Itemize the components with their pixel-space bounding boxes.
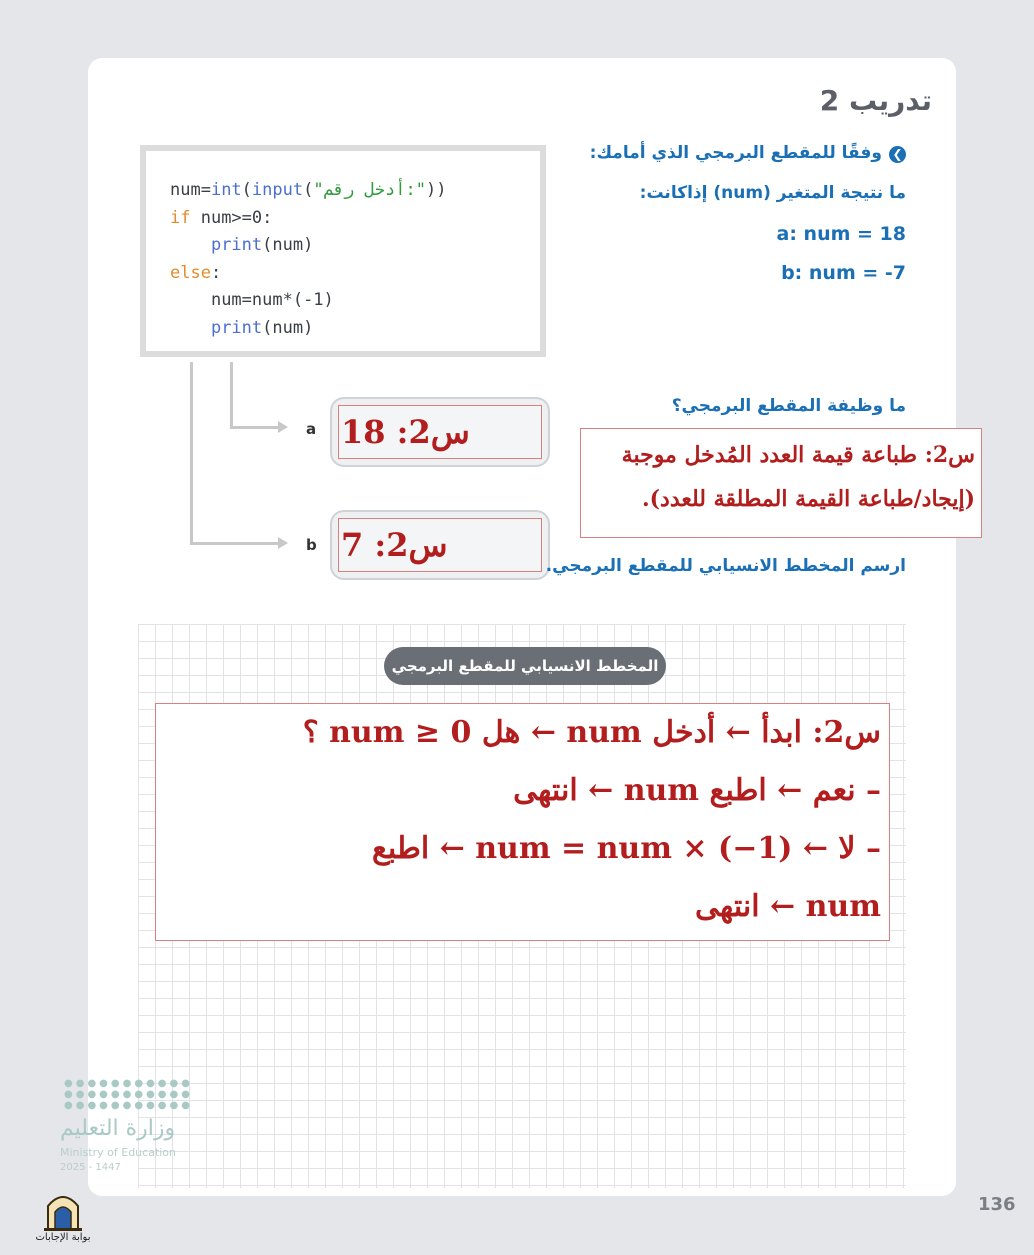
- flowchart-line2: – نعم ← اطبع num ← انتهى: [513, 773, 881, 808]
- function-answer-line1: س2: طباعة قيمة العدد المُدخل موجبة: [621, 442, 975, 468]
- ministry-name-ar: وزارة التعليم: [60, 1116, 176, 1141]
- connector-a-vertical: [230, 362, 233, 428]
- arrow-right-icon: [278, 537, 288, 549]
- label-a: a: [306, 420, 317, 438]
- answer-box-a: [330, 397, 550, 467]
- code-block: [140, 145, 546, 357]
- case-a: a: num = 18: [776, 223, 906, 245]
- function-answer-line2: (إيجاد/طباعة القيمة المطلقة للعدد).: [641, 486, 975, 512]
- ministry-year: 2025 - 1447: [60, 1162, 121, 1173]
- function-answer-box: [580, 428, 982, 538]
- question-draw-flowchart: ارسم المخطط الانسيابي للمقطع البرمجي.: [545, 556, 906, 576]
- answers-portal-badge: [28, 1188, 98, 1248]
- code-listing: num=int(input("أدخل رقم:")) if num>=0: print(num) else: num=num*(-1) print(num): [170, 180, 447, 338]
- exercise-title: تدريب 2: [819, 84, 932, 117]
- answer-box-b: [330, 510, 550, 580]
- answer-b: س2: 7: [338, 518, 542, 572]
- flowchart-line3: – لا ← num = num × (−1) ← اطبع: [371, 831, 881, 866]
- question-result: ما نتيجة المتغير (num) إذاكانت:: [639, 183, 906, 203]
- question-intro: وفقًا للمقطع البرمجي الذي أمامك:: [589, 143, 882, 163]
- mosque-icon: [28, 1188, 98, 1232]
- answer-a: س2: 18: [338, 405, 542, 459]
- case-b: b: num = -7: [781, 262, 906, 284]
- flowchart-line4: num ← انتهى: [695, 889, 881, 924]
- ministry-logo: [60, 1078, 200, 1198]
- connector-b-vertical: [190, 362, 193, 544]
- badge-label: بوابة الإجابات: [35, 1232, 91, 1243]
- logo-dots-icon: ●●●●●●●●●●● ●●●●●●●●●●● ●●●●●●●●●●●: [64, 1078, 193, 1111]
- connector-a-horizontal: [230, 426, 280, 429]
- chevron-left-icon: ❮: [889, 146, 906, 163]
- page-number: 136: [978, 1194, 1016, 1215]
- ministry-name-en: Ministry of Education: [60, 1146, 177, 1159]
- connector-b-horizontal: [190, 542, 280, 545]
- flowchart-header: المخطط الانسيابي للمقطع البرمجي: [384, 647, 666, 685]
- arrow-right-icon: [278, 421, 288, 433]
- flowchart-line1: س2: ابدأ ← أدخل num ← هل num ≥ 0 ؟: [302, 715, 881, 750]
- label-b: b: [306, 536, 317, 554]
- question-function: ما وظيفة المقطع البرمجي؟: [671, 396, 906, 416]
- flowchart-answer: [155, 703, 890, 941]
